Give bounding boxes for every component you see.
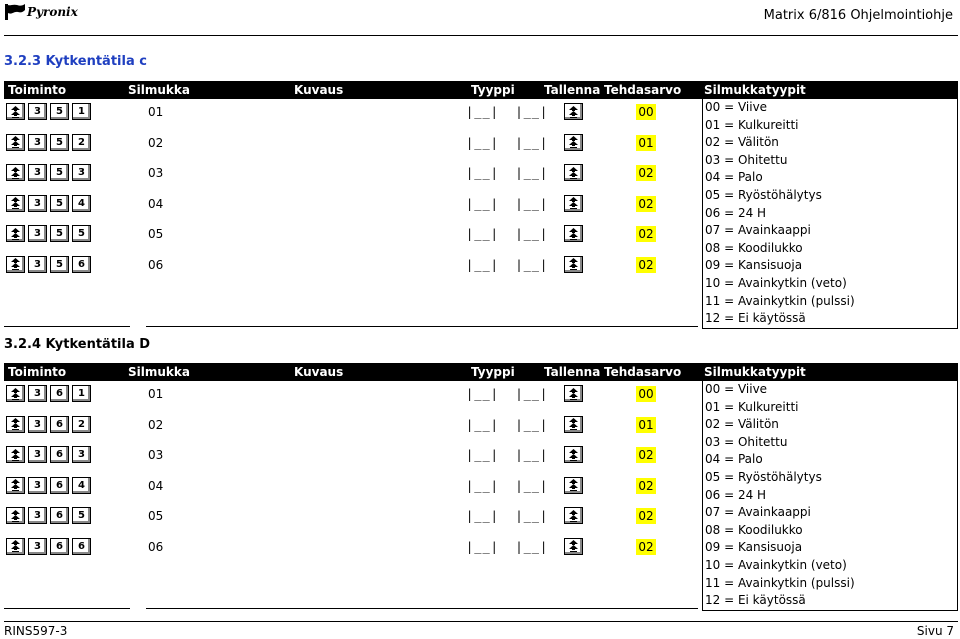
digit-key: 1: [72, 103, 91, 120]
digit-key: 3: [28, 103, 47, 120]
loop-type-item: 00 = Viive: [705, 100, 768, 114]
loop-type-item: 10 = Avainkytkin (veto): [705, 275, 847, 290]
factory-default-value: 02: [636, 539, 656, 555]
table-row: [4, 412, 698, 442]
table-row: [4, 221, 698, 251]
digit-key: 6: [50, 507, 69, 524]
table-bottom-rule: [146, 326, 698, 327]
store-key-icon: [564, 507, 583, 524]
program-key-icon: [6, 195, 25, 212]
type-entry-field[interactable]: |__| |__|: [466, 417, 549, 432]
footer-divider: [4, 621, 958, 622]
table-row: [4, 381, 698, 411]
digit-key: 5: [50, 225, 69, 242]
factory-default-value: 01: [636, 417, 656, 433]
factory-default-value: 02: [636, 478, 656, 494]
store-key-icon: [564, 477, 583, 494]
program-key-icon: [6, 134, 25, 151]
store-key-icon: [564, 164, 583, 181]
factory-default-value: 02: [636, 447, 656, 463]
col-silmukkatyypit: Silmukkatyypit: [704, 365, 806, 379]
table-row: [4, 191, 698, 221]
digit-key: 5: [50, 164, 69, 181]
col-toiminto: Toiminto: [8, 83, 67, 97]
loop-number: 01: [148, 387, 164, 401]
store-key-icon: [564, 134, 583, 151]
section-3-2-3-table-header: [4, 81, 958, 99]
table-row: [4, 534, 698, 564]
digit-key: 5: [50, 195, 69, 212]
store-key-icon: [564, 385, 583, 402]
col-toiminto: Toiminto: [8, 365, 67, 379]
loop-type-item: 00 = Viive: [705, 382, 768, 396]
digit-key: 3: [28, 164, 47, 181]
keypress-sequence: [6, 385, 91, 402]
loop-type-item: 02 = Välitön: [705, 135, 779, 150]
loop-number: 04: [148, 478, 164, 493]
type-entry-field[interactable]: |__| |__|: [466, 196, 549, 211]
factory-default-value: 02: [636, 226, 656, 242]
type-entry-field[interactable]: |__| |__|: [466, 509, 549, 523]
loop-number: 01: [148, 105, 164, 119]
pyronix-logo: [4, 2, 78, 22]
type-entry-field[interactable]: |__| |__|: [466, 387, 549, 401]
factory-default-value: 02: [636, 257, 656, 273]
keypress-sequence: [6, 538, 91, 555]
loop-type-item: 09 = Kansisuoja: [705, 258, 803, 273]
table-bottom-rule: [146, 608, 698, 609]
loop-type-item: 08 = Koodilukko: [705, 240, 803, 255]
document-code: RINS597-3: [4, 624, 68, 638]
document-title: Matrix 6/816 Ohjelmointiohje: [763, 8, 953, 23]
table-row: [4, 130, 698, 160]
table-row: [4, 442, 698, 472]
digit-key: 2: [72, 134, 91, 151]
loop-number: 02: [148, 417, 164, 432]
keypress-sequence: [6, 256, 91, 273]
keypress-sequence: [6, 507, 91, 524]
digit-key: 5: [72, 225, 91, 242]
loop-type-item: 02 = Välitön: [705, 417, 779, 432]
keypress-sequence: [6, 103, 91, 120]
col-silmukka: Silmukka: [128, 365, 190, 379]
col-tyyppi: Tyyppi: [471, 83, 515, 97]
loop-type-item: 07 = Avainkaappi: [705, 505, 811, 520]
digit-key: 3: [72, 446, 91, 463]
digit-key: 3: [28, 225, 47, 242]
col-silmukka: Silmukka: [128, 83, 190, 97]
digit-key: 3: [28, 416, 47, 433]
digit-key: 6: [50, 385, 69, 402]
digit-key: 1: [72, 385, 91, 402]
section-3-2-4-title: 3.2.4 Kytkentätila D: [4, 337, 151, 352]
digit-key: 6: [72, 256, 91, 273]
program-key-icon: [6, 164, 25, 181]
type-entry-field[interactable]: |__| |__|: [466, 105, 549, 119]
table-bottom-rule: [4, 608, 130, 609]
pyronix-flag-icon: [4, 3, 26, 21]
store-key-icon: [564, 446, 583, 463]
program-key-icon: [6, 385, 25, 402]
section-3-2-4-loop-types: [702, 381, 958, 611]
type-entry-field[interactable]: |__| |__|: [466, 478, 549, 493]
keypress-sequence: [6, 164, 91, 181]
digit-key: 5: [50, 134, 69, 151]
factory-default-value: 00: [636, 386, 656, 402]
digit-key: 3: [28, 256, 47, 273]
program-key-icon: [6, 538, 25, 555]
program-key-icon: [6, 416, 25, 433]
col-tehdasarvo: Tehdasarvo: [604, 83, 682, 97]
section-3-2-3-loop-types: [702, 99, 958, 329]
digit-key: 3: [28, 134, 47, 151]
loop-number: 06: [148, 539, 164, 554]
digit-key: 5: [72, 507, 91, 524]
loop-type-item: 03 = Ohitettu: [705, 434, 788, 449]
store-key-icon: [564, 416, 583, 433]
loop-number: 06: [148, 257, 164, 272]
loop-number: 04: [148, 196, 164, 211]
logo-text: Pyronix: [27, 5, 78, 19]
loop-type-item: 12 = Ei käytössä: [705, 593, 806, 608]
loop-type-item: 08 = Koodilukko: [705, 522, 803, 537]
col-kuvaus: Kuvaus: [294, 83, 344, 97]
keypress-sequence: [6, 477, 91, 494]
loop-type-item: 03 = Ohitettu: [705, 152, 788, 167]
loop-type-item: 01 = Kulkureitti: [705, 117, 799, 132]
keypress-sequence: [6, 195, 91, 212]
keypress-sequence: [6, 134, 91, 151]
loop-type-item: 05 = Ryöstöhälytys: [705, 469, 822, 484]
program-key-icon: [6, 225, 25, 242]
program-key-icon: [6, 256, 25, 273]
table-row: [4, 160, 698, 190]
digit-key: 5: [50, 103, 69, 120]
loop-number: 03: [148, 166, 164, 180]
store-key-icon: [564, 225, 583, 242]
store-key-icon: [564, 195, 583, 212]
digit-key: 6: [72, 538, 91, 555]
loop-type-item: 06 = 24 H: [705, 487, 767, 502]
type-entry-field[interactable]: |__| |__|: [466, 227, 549, 241]
type-entry-field[interactable]: |__| |__|: [466, 135, 549, 150]
store-key-icon: [564, 538, 583, 555]
section-3-2-3-title: 3.2.3 Kytkentätila c: [4, 54, 147, 69]
loop-type-item: 11 = Avainkytkin (pulssi): [705, 575, 855, 590]
header-divider: [4, 35, 958, 36]
loop-type-item: 06 = 24 H: [705, 205, 767, 220]
loop-type-item: 12 = Ei käytössä: [705, 311, 806, 326]
digit-key: 4: [72, 477, 91, 494]
factory-default-value: 00: [636, 104, 656, 120]
digit-key: 6: [50, 538, 69, 555]
col-tallenna: Tallenna: [544, 365, 601, 379]
factory-default-value: 02: [636, 508, 656, 524]
digit-key: 3: [28, 507, 47, 524]
keypress-sequence: [6, 225, 91, 242]
digit-key: 3: [28, 538, 47, 555]
col-silmukkatyypit: Silmukkatyypit: [704, 83, 806, 97]
col-tehdasarvo: Tehdasarvo: [604, 365, 682, 379]
loop-type-item: 04 = Palo: [705, 452, 763, 467]
col-tyyppi: Tyyppi: [471, 365, 515, 379]
digit-key: 6: [50, 446, 69, 463]
factory-default-value: 01: [636, 135, 656, 151]
digit-key: 5: [50, 256, 69, 273]
type-entry-field[interactable]: |__| |__|: [466, 539, 549, 554]
loop-type-item: 07 = Avainkaappi: [705, 223, 811, 238]
section-3-2-4-table-header: [4, 363, 958, 381]
digit-key: 3: [28, 477, 47, 494]
digit-key: 3: [28, 446, 47, 463]
digit-key: 3: [28, 385, 47, 402]
col-kuvaus: Kuvaus: [294, 365, 344, 379]
loop-number: 02: [148, 135, 164, 150]
loop-number: 05: [148, 509, 164, 523]
table-row: [4, 99, 698, 129]
loop-type-item: 05 = Ryöstöhälytys: [705, 187, 822, 202]
page-number: Sivu 7: [916, 624, 954, 638]
program-key-icon: [6, 477, 25, 494]
loop-type-item: 01 = Kulkureitti: [705, 399, 799, 414]
table-row: [4, 252, 698, 282]
keypress-sequence: [6, 446, 91, 463]
digit-key: 2: [72, 416, 91, 433]
digit-key: 4: [72, 195, 91, 212]
digit-key: 6: [50, 416, 69, 433]
program-key-icon: [6, 446, 25, 463]
store-key-icon: [564, 103, 583, 120]
table-row: [4, 473, 698, 503]
digit-key: 6: [50, 477, 69, 494]
type-entry-field[interactable]: |__| |__|: [466, 448, 549, 462]
loop-type-item: 11 = Avainkytkin (pulssi): [705, 293, 855, 308]
loop-number: 03: [148, 448, 164, 462]
loop-type-item: 09 = Kansisuoja: [705, 540, 803, 555]
type-entry-field[interactable]: |__| |__|: [466, 257, 549, 272]
digit-key: 3: [28, 195, 47, 212]
table-bottom-rule: [4, 326, 130, 327]
factory-default-value: 02: [636, 165, 656, 181]
type-entry-field[interactable]: |__| |__|: [466, 166, 549, 180]
table-row: [4, 503, 698, 533]
loop-number: 05: [148, 227, 164, 241]
loop-type-item: 04 = Palo: [705, 170, 763, 185]
col-tallenna: Tallenna: [544, 83, 601, 97]
program-key-icon: [6, 507, 25, 524]
program-key-icon: [6, 103, 25, 120]
factory-default-value: 02: [636, 196, 656, 212]
loop-type-item: 10 = Avainkytkin (veto): [705, 557, 847, 572]
store-key-icon: [564, 256, 583, 273]
keypress-sequence: [6, 416, 91, 433]
digit-key: 3: [72, 164, 91, 181]
